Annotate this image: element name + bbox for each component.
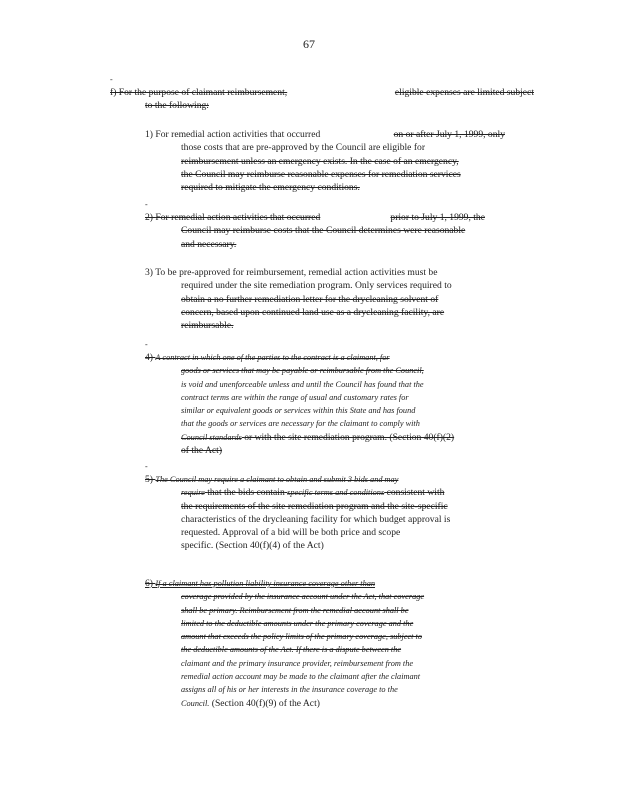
item-2-line: prior to July 1, 1999, the bbox=[390, 212, 485, 223]
item-4-line: Council standards or with the site remediation program. (Section 40(f)(2) bbox=[181, 431, 455, 443]
item-number: 5) bbox=[145, 474, 153, 485]
item-2-line: and necessary. bbox=[181, 238, 237, 250]
item-1-line: on or after July 1, 1999, only bbox=[393, 129, 505, 140]
item-number: 4) bbox=[145, 352, 153, 363]
item-5-line: require that the bids contain specific terms and conditions consistent with bbox=[181, 487, 445, 499]
item-4 bbox=[145, 351, 537, 457]
item-3-line: reimbursable. bbox=[181, 320, 234, 332]
item-6 bbox=[145, 577, 537, 710]
item-6-line: remedial action account may be made to the claimant after the claimant bbox=[181, 672, 421, 682]
section-f bbox=[110, 86, 534, 113]
item-4-line: 4) A contract in which one of the parties to the contract is a claimant, for bbox=[145, 352, 390, 363]
item-1-line: required to mitigate the emergency conditions. bbox=[181, 182, 360, 194]
section-f-line: to the following: bbox=[145, 100, 209, 112]
change-marker: - bbox=[110, 75, 113, 84]
item-4-line: goods or services that may be payable or reimbursable from the Council, bbox=[181, 366, 424, 376]
item-3-line: required under the site remediation program. Only services required to bbox=[181, 280, 452, 292]
item-number: 2) bbox=[145, 212, 153, 223]
item-5-line: specific. (Section 40(f)(4) of the Act) bbox=[181, 540, 324, 552]
item-5-line: characteristics of the drycleaning facility for which budget approval is bbox=[181, 513, 451, 525]
item-1-line: the Council may reimburse reasonable expenses for remediation services bbox=[181, 168, 461, 180]
section-f-line: eligible expenses are limited subject bbox=[394, 87, 534, 98]
item-3-line: obtain a no further remediation letter for the drycleaning solvent of bbox=[181, 293, 439, 305]
item-6-line: assigns all of his or her interests in the insurance coverage to the bbox=[181, 685, 398, 695]
item-4-line: of the Act) bbox=[181, 445, 223, 457]
item-4-line: is void and unenforceable unless and until the Council has found that the bbox=[181, 379, 424, 389]
item-4-line: similar or equivalent goods or services within this State and has found bbox=[181, 406, 416, 416]
item-6-line: shall be primary. Reimbursement from the remedial account shall be bbox=[181, 605, 409, 615]
item-number: 1) bbox=[145, 129, 153, 140]
item-6-line: 6) If a claimant has pollution liability insurance coverage other than bbox=[145, 578, 376, 589]
item-5-line: the requirements of the site remediation program and the site-specific bbox=[181, 500, 448, 512]
item-6-line: claimant and the primary insurance provider, reimbursement from the bbox=[181, 658, 414, 668]
item-4-line: contract terms are within the range of usual and customary rates for bbox=[181, 392, 409, 402]
item-3 bbox=[145, 266, 537, 332]
item-1-line: reimbursement unless an emergency exists. In the case of an emergency, bbox=[181, 155, 459, 167]
item-1-line: those costs that are pre-approved by the Council are eligible for bbox=[181, 142, 426, 154]
item-number: 6) bbox=[145, 578, 153, 589]
item-1-line: 1) For remedial action activities that occurred bbox=[145, 129, 321, 140]
item-6-line: the deductible amounts of the Act. If there is a dispute between the bbox=[181, 645, 402, 655]
change-marker: - bbox=[145, 200, 148, 209]
item-5-line: 5) The Council may require a claimant to obtain and submit 3 bids and may bbox=[145, 474, 399, 485]
change-marker: - bbox=[145, 462, 148, 471]
item-2 bbox=[145, 211, 537, 251]
item-5 bbox=[145, 473, 537, 553]
section-f-line: f) For the purpose of claimant reimbursement, bbox=[110, 87, 288, 98]
item-6-line: coverage provided by the insurance account under the Act, that coverage bbox=[181, 592, 425, 602]
item-number: 3) bbox=[145, 267, 153, 278]
item-4-line: that the goods or services are necessary for the claimant to comply with bbox=[181, 419, 420, 429]
change-marker: - bbox=[145, 340, 148, 349]
item-2-line: Council may reimburse costs that the Council determines were reasonable bbox=[181, 225, 466, 237]
item-3-line: 3) To be pre-approved for reimbursement, remedial action activities must be bbox=[145, 267, 438, 278]
item-3-line: concern, based upon continued land use as a drycleaning facility, are bbox=[181, 306, 445, 318]
page-number: 67 bbox=[303, 37, 315, 51]
item-2-line: 2) For remedial action activities that occurred bbox=[145, 212, 321, 223]
item-1 bbox=[145, 128, 505, 194]
item-6-line: Council. (Section 40(f)(9) of the Act) bbox=[181, 697, 320, 709]
item-6-line: limited to the deductible amounts under the primary coverage and the bbox=[181, 618, 414, 628]
item-5-line: requested. Approval of a bid will be both price and scope bbox=[181, 527, 401, 539]
item-6-line: amount that exceeds the policy limits of the primary coverage, subject to bbox=[181, 632, 423, 642]
